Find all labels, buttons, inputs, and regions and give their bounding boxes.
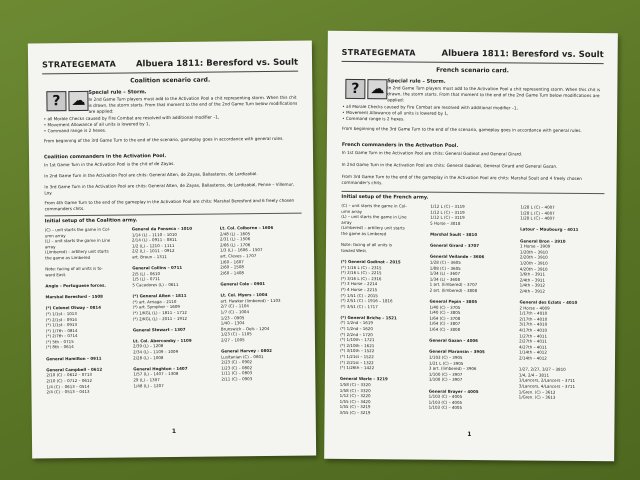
setup-unit: 1/40 – 1304 — [220, 320, 245, 326]
setup-unit: 1/14th – 4012 — [519, 349, 547, 356]
setup-unit: (*) 1/1st – 1013 — [45, 310, 77, 317]
page-number: 1 — [171, 427, 177, 436]
setup-unit: 1/23 (C) – 1105 — [220, 331, 252, 337]
setup-unit: 1/100 (C) – 3907 — [428, 377, 463, 383]
setup-unit: 2/17th – 4010 — [519, 316, 548, 322]
setup-unit: Note: facing of all units is to- — [45, 265, 104, 272]
setup-commander: Marshal Beresford – 1508 — [45, 293, 103, 300]
setup-unit: 2/5 (L) – 0610 — [132, 270, 161, 277]
card-title: French scenario card. — [436, 66, 509, 75]
setup-unit: 1/60 – 1607 — [220, 258, 244, 265]
setup-unit: (*) 2/2nd – 1720 — [340, 331, 373, 337]
setup-unit: (*) 1/10th – 1721 — [340, 337, 375, 343]
setup-unit: (Limbered) – artillery unit starts — [44, 249, 109, 255]
setup-unit: 1/103 (C) – 4005 — [428, 405, 463, 411]
commanders-turn-2: In 2nd Game Turn in the Activation Pool are chits: General Godinot, General Girard and General Gazan. — [341, 161, 558, 169]
setup-unit: (*) 1/2nd – 1619 — [340, 320, 373, 326]
rule-bullet: • Command range is 2 hexes. — [43, 127, 107, 134]
setup-commander: General des Eclats – 4010 — [519, 299, 578, 306]
setup-commander: General Stewart – 1307 — [132, 326, 186, 333]
card-title: Coalition scenario card. — [130, 76, 211, 85]
setup-unit: (L) – unit starts the game in Line — [341, 214, 407, 220]
sheet-header — [42, 58, 298, 75]
setup-unit: (*) 1/16 L (C) – 2315 — [340, 264, 382, 270]
setup-commander: Lt. Col. Abercomby – 1109 — [132, 337, 192, 344]
setup-unit: 1/28 L (C) – 4007 — [520, 210, 555, 216]
coalition-scenario-card — [28, 41, 316, 459]
setup-unit: 2/4th – 3912 — [519, 288, 545, 294]
setup-commander: General Harvey – 0802 — [221, 348, 272, 354]
storm-cloud-icon: ☁ — [367, 79, 387, 99]
setup-commander: General Brayer – 4005 — [428, 388, 479, 394]
setup-column-1 — [340, 203, 428, 416]
setup-unit: 2/4 (C) – 0513 – 0413 — [46, 389, 90, 395]
general-rules-paragraph: From beginning of the 3rd Game Turn to the end of the scenario, gameplay goes in accordance with general rules. — [341, 125, 582, 133]
setup-unit: 1/23 (C) – 0802 — [221, 365, 253, 371]
setup-unit: 1/64 (C) – 3808 — [429, 326, 461, 332]
setup-commander: General Gazan – 4006 — [429, 337, 478, 344]
setup-unit: 3/17th – 4010 — [519, 321, 548, 328]
setup-unit: 1/11 (C) – 0803 — [221, 370, 253, 376]
setup-unit: art. Braun – 1311 — [132, 254, 167, 260]
commanders-turn-1: In 1st Game Turn in the Activation Pool are chits: General Godinot and General Girard. — [341, 149, 523, 157]
setup-unit: 2/11 (C) – 0903 — [221, 376, 253, 382]
rule-bullet: • Command range is 2 hexes. — [342, 115, 405, 122]
setup-unit: (C) – unit starts the game in Col- — [341, 202, 407, 209]
commanders-turn-1: In 1st Game Turn in the Activation Pool is the chit of de Zayas. — [44, 160, 175, 168]
setup-unit: 2/34 (L) – 1109 – 1009 — [133, 349, 179, 355]
setup-unit: 2/2 (L) – 1011 – 0912 — [131, 248, 175, 254]
setup-unit: (*) 3 Horse – 2214 — [340, 281, 378, 287]
setup-column-2 — [132, 226, 218, 389]
game-title: Albuera 1811: Beresford vs. Soult — [135, 57, 299, 70]
setup-unit: 3/Lancers, 4/Lancers – 3711 — [518, 383, 576, 389]
setup-unit: 1/14 (L) – 1110 – 1010 — [131, 231, 177, 238]
setup-unit: 1/Lancers, 2/Lancers – 3711 — [518, 377, 576, 384]
setup-unit: 1/103 (C) – 4005 — [428, 393, 463, 400]
french-scenario-card — [324, 31, 618, 462]
setup-unit: (*) 1/7th – 0814 — [45, 327, 78, 334]
rule-bullet: • Movement Allowance of all units is lowered by 1, — [43, 121, 150, 128]
setup-unit: 1/5 (L) – 0711 — [132, 276, 161, 282]
setup-unit: 2/28 (L) – 1008 — [133, 354, 164, 361]
setup-unit: 1/4, 2/4 – 3811 — [518, 372, 550, 378]
setup-unit: 1/6th – 3911 — [519, 271, 546, 277]
setup-unit: 1/34 (L) – 3608 — [429, 276, 461, 282]
setup-column-3 — [519, 204, 607, 401]
question-mark-icon: ? — [345, 79, 365, 99]
setup-commander: Latour – Maubourg – 4011 — [520, 226, 579, 233]
setup-commander: (*) Colonel Otway – 0814 — [45, 305, 102, 311]
divider — [45, 213, 302, 217]
setup-unit: 2/10 (C) – 0612 – 0713 — [46, 372, 92, 378]
setup-unit: 1/58 (C) – 3320 — [339, 381, 371, 388]
setup-unit: umn array — [44, 232, 66, 238]
setup-unit: the game as Limbered — [45, 254, 91, 261]
setup-commander: Marshal Soult – 3810 — [430, 231, 478, 238]
setup-unit: 1/21 L (C) – 3905 — [428, 360, 464, 366]
setup-unit: umn array — [341, 208, 363, 214]
brand-title: STRATEGEMATA — [42, 59, 117, 70]
setup-unit: 3 art. (limbered) – 3906 — [428, 365, 477, 372]
setup-unit: 1/4th – 3912 — [519, 282, 545, 288]
setup-unit: 1/55 (C) – 3219 — [339, 404, 371, 410]
commanders-turn-4: From 4th Game Turn to the end of the gameplay in the Activation Pool are chits: Marshal Beresford and 6 freely chosen commanders chits. — [44, 197, 295, 212]
setup-unit: (*) 2/51 (C) – 1916 – 1816 — [340, 297, 393, 304]
setup-commander: Anglo – Portuguese forces. — [45, 282, 106, 289]
setup-unit: 1/100 (C) – 3907 — [428, 371, 463, 377]
setup-column-2 — [429, 204, 517, 412]
setup-section-title: Initial setup of the French army. — [341, 194, 429, 201]
setup-unit: (*) 2/10th – 1621 — [340, 342, 375, 349]
commanders-turn-3: In 3rd Game Turn in the Activation Pool are chits: General Alten, de Zayas, Ballasteros, de Lardizabal, Penne – Villemur, Loy. — [44, 181, 295, 196]
setup-unit: art. Cleves – 1707 — [220, 253, 257, 259]
special-rule-icons — [46, 91, 88, 111]
setup-column-1 — [45, 226, 131, 395]
setup-unit: 2/60 – 1408 — [220, 269, 244, 276]
setup-unit: 1/12 (C) – 3220 — [339, 393, 371, 399]
setup-unit: toward West. — [340, 247, 368, 253]
setup-unit: 2/14th – 4012 — [519, 355, 547, 361]
commanders-turn-3: From 3rd Game Turn to the end of the gameplay in the Activation Pool are chits: Marshal Soult and 4 freely chosen commander's chits. — [341, 173, 582, 186]
setup-unit: 2/48 (L) – 1605 — [219, 230, 251, 237]
storm-cloud-icon: ☁ — [68, 91, 88, 111]
setup-unit: 1/40 (C) – 3805 — [429, 309, 461, 316]
brand-title: STRATEGEMATA — [341, 47, 416, 58]
setup-unit: 2/27th – 4011 — [519, 338, 548, 344]
setup-unit: array — [341, 219, 352, 225]
setup-unit: 1/12 L (C) – 3119 — [430, 209, 465, 215]
setup-unit: (*) 2/16 L (C) – 2215 — [340, 269, 382, 276]
setup-unit: 2 Horse – 4009 — [519, 305, 550, 311]
setup-unit: 4/27th – 4011 — [519, 344, 547, 350]
setup-unit: (*) 4 Horse – 2215 — [340, 286, 378, 293]
setup-unit: 1/34 (L) – 3607 — [429, 270, 461, 277]
setup-unit: (*) 2/21st – 1322 — [339, 359, 374, 365]
setup-unit: the game as Limbered — [341, 230, 387, 237]
setup-unit: 1/28 L (C) – 4007 — [520, 215, 555, 221]
setup-commander: General Campbell – 0612 — [46, 366, 103, 373]
setup-unit: 1/3 (L) – 1606 – 1507 — [219, 247, 263, 253]
setup-unit: (*) 1/KGL (L) – 1811 – 1712 — [132, 309, 187, 316]
special-rule-icons — [345, 79, 387, 99]
setup-unit: 1/17th – 4010 — [519, 310, 548, 316]
setup-commander: Lt. Col. Colborne – 1606 — [219, 224, 274, 231]
special-rule-text: In 2nd Game Turn players must add to the Activation Pool a chit representing storm. When this chit is drawn, the storm starts. From that moment to the end of the 2nd Game Turn below modifications are applied: — [387, 85, 601, 103]
setup-unit: 1/27, 2/27, 3/27 – 3810 — [518, 366, 566, 373]
setup-commander: General Collins – 0711 — [132, 265, 183, 271]
setup-unit: 2/39 (L) – 1208 — [132, 343, 164, 349]
setup-unit: 1/2 (L) – 1210 – 1111 — [131, 242, 175, 249]
setup-commander: General Hoghton – 1407 — [133, 365, 188, 372]
setup-unit: 2/7 (C) – 1104 — [220, 303, 249, 309]
sheet-header — [342, 48, 604, 64]
setup-unit: 1 Horse – 3909 — [519, 243, 551, 249]
general-rules-paragraph: From beginning of the 3rd Game Turn to the end of the scenario, gameplay goes in accordance with general rules. — [43, 135, 284, 144]
setup-commander: (*) General Godinot – 2015 — [340, 258, 401, 265]
setup-unit: Brunswick – Oels – 1204 — [220, 325, 270, 332]
setup-unit: (*) 1/26th – 1422 — [339, 365, 375, 371]
setup-unit: (*) art. Sympher – 1609 — [132, 304, 180, 310]
setup-unit: (*) 1/2nd – 1620 — [340, 325, 373, 332]
setup-unit: 5 Cacadores (L) – 0611 — [132, 281, 179, 288]
game-title: Albuera 1811: Beresford vs. Soult — [441, 48, 604, 61]
setup-unit: ward East. — [45, 271, 67, 278]
special-rule-text: In 2nd Game Turn players must add to the Activation Pool a chit representing storm. When this chit is drawn, the storm starts. From that moment to the end of the 2nd Game Turn below modifications are applied: — [88, 94, 298, 114]
setup-unit: Lusitanian (C) – 0801 — [221, 353, 264, 360]
setup-commander: (*) General Briche – 1521 — [340, 314, 397, 321]
special-rule-title: Special rule – Storm. — [88, 89, 147, 96]
commanders-section-title: French commanders in the Activation Pool. — [341, 142, 459, 149]
setup-unit: 5 Horse – 3018 — [430, 220, 461, 226]
setup-unit: 4/17th – 4010 — [519, 327, 548, 333]
setup-commander: General Werle – 3219 — [339, 376, 388, 382]
setup-unit: 1 art. (limbered) – 3707 — [429, 281, 478, 288]
setup-unit: (*) 3/10th – 1522 — [340, 348, 375, 354]
setup-unit: 2/14 (L) – 0911 – 0811 — [131, 237, 177, 243]
setup-unit: (*) 1/1st – 0913 — [45, 322, 78, 328]
setup-unit: 1/58 (C) – 3320 — [339, 387, 371, 393]
setup-unit: 1/20th – 3910 — [519, 249, 548, 255]
setup-unit: 1/4 (C) – 0613 – 0514 — [46, 383, 90, 389]
setup-unit: 1/55 (C) – 3420 — [339, 398, 371, 404]
commanders-section-title: Coalition commanders in the Activation Pool. — [44, 154, 167, 161]
setup-unit: (*) 3/51 (C) – 1717 — [340, 303, 378, 309]
setup-commander: (*) General Alten – 1811 — [132, 292, 187, 299]
setup-unit: (*) 2/7th – 0714 — [45, 333, 78, 339]
setup-unit: 1/88 (C) – 3605 — [429, 265, 461, 271]
setup-unit: 3/55 (C) – 3219 — [339, 409, 371, 416]
setup-unit: 2/4th – 3911 — [519, 277, 545, 283]
setup-unit: 2 art. (limbered) – 3808 — [429, 287, 478, 293]
special-rule-title: Special rule – Storm. — [387, 78, 446, 85]
setup-unit: 1/12 L (C) – 3119 — [430, 203, 465, 209]
setup-unit: 1/28 (C) – 3605 — [429, 259, 461, 265]
setup-unit: 2/60 – 1508 — [220, 264, 244, 270]
page-number: 1 — [467, 430, 472, 439]
setup-commander: General Girard – 3707 — [429, 242, 480, 249]
setup-unit: (*) 5th – 0715 — [45, 338, 74, 345]
setup-unit: 1/48 (L) – 1207 — [133, 382, 164, 389]
rule-bullet: • all Morale Checks caused by Fire Combat are resolved with additional modifier –1, — [43, 114, 220, 122]
setup-unit: art. Hawker (limbered) – 1103 — [220, 297, 281, 304]
setup-unit: Note: facing of all units is — [340, 242, 393, 248]
setup-commander: General Cole – 0901 — [220, 280, 266, 287]
setup-unit: (Limbered) – artillery unit starts — [341, 225, 405, 231]
setup-unit: 1/64 (C) – 3807 — [429, 321, 461, 327]
setup-unit: 1/103 (C) – 3905 — [429, 354, 463, 360]
setup-unit: (L) – unit starts the game in Line — [44, 237, 111, 244]
commanders-turn-2: In 2nd Game Turn in the Activation Pool are chits: General Alten, de Zayas, Ballasteros, de Lardizabal. — [44, 171, 258, 179]
setup-unit: (*) 1/51 (C) – 2015 — [340, 292, 378, 298]
rule-bullet: • all Morale Checks caused by Fire Combat are resolved with additional modifier –1, — [342, 103, 518, 111]
setup-unit: 2/27 – 1005 — [220, 337, 245, 343]
setup-unit: 2/20th – 3910 — [519, 254, 548, 261]
setup-unit: 29 (L) – 1307 — [133, 377, 160, 383]
setup-unit: (*) art. Arriaga – 2110 — [132, 298, 177, 305]
setup-unit: 1/40 (C) – 3705 — [429, 304, 461, 310]
setup-unit: 4/20th – 3910 — [519, 265, 548, 272]
setup-unit: 1/103 (C) – 4005 — [428, 399, 463, 405]
setup-unit: 1/28 L (C) – 4007 — [520, 204, 555, 210]
setup-unit: 2/23 (C) – 0902 — [221, 359, 253, 365]
setup-unit: 1/Gren. (C) – 3613 — [518, 394, 556, 400]
setup-unit: 2/66 (L) – 1706 — [219, 241, 251, 248]
setup-commander: General Bron – 3910 — [520, 237, 566, 244]
setup-unit: (*) 2/KGL (L) – 2011 – 1912 — [132, 315, 188, 321]
setup-unit: 1/12 L (C) – 3119 — [430, 214, 465, 221]
setup-commander: General Pepin – 3805 — [429, 298, 478, 305]
question-mark-icon: ? — [46, 91, 66, 111]
setup-commander: Lt. Col. Myers – 1004 — [220, 292, 268, 298]
setup-unit: (*) 8th – 0614 — [45, 344, 74, 350]
setup-unit: (*) 1/21st – 1522 — [340, 353, 374, 360]
rule-bullet: • Movement Allowance of all units is lowered by 1, — [342, 109, 449, 116]
setup-unit: 2/10 (C) – 0712 – 0612 — [46, 377, 93, 384]
setup-commander: General Hamilton – 0911 — [46, 355, 102, 361]
setup-unit: 1/64 (C) – 3708 — [429, 315, 461, 321]
setup-unit: (*) 3/16 L (C) – 2316 — [340, 275, 382, 281]
divider — [341, 191, 604, 194]
setup-unit: (C) – unit starts the game in Col- — [44, 226, 111, 233]
setup-unit: 1/Gren. (C) – 3612 — [518, 389, 556, 395]
setup-commander: General Maransin – 3905 — [429, 349, 485, 355]
setup-unit: 1/7 (C) – 1004 — [220, 309, 250, 315]
setup-column-3 — [220, 225, 306, 382]
setup-commander: General Veilande – 3606 — [429, 253, 485, 260]
setup-unit: (*) 2/1st – 0914 — [45, 316, 77, 322]
setup-unit: 2/31 (L) – 1506 — [219, 236, 251, 242]
setup-unit: 1/57 (L) – 1407 – 1308 — [133, 371, 179, 377]
setup-unit: array — [44, 244, 56, 250]
setup-unit: 1/23 – 0905 — [220, 314, 245, 320]
setup-section-title: Initial setup of the Coalition army. — [44, 218, 138, 225]
setup-unit: 1/27th – 4011 — [519, 333, 548, 339]
setup-unit: 1/20th – 3910 — [519, 260, 548, 266]
setup-commander: General da Fonseca – 1010 — [131, 225, 193, 232]
